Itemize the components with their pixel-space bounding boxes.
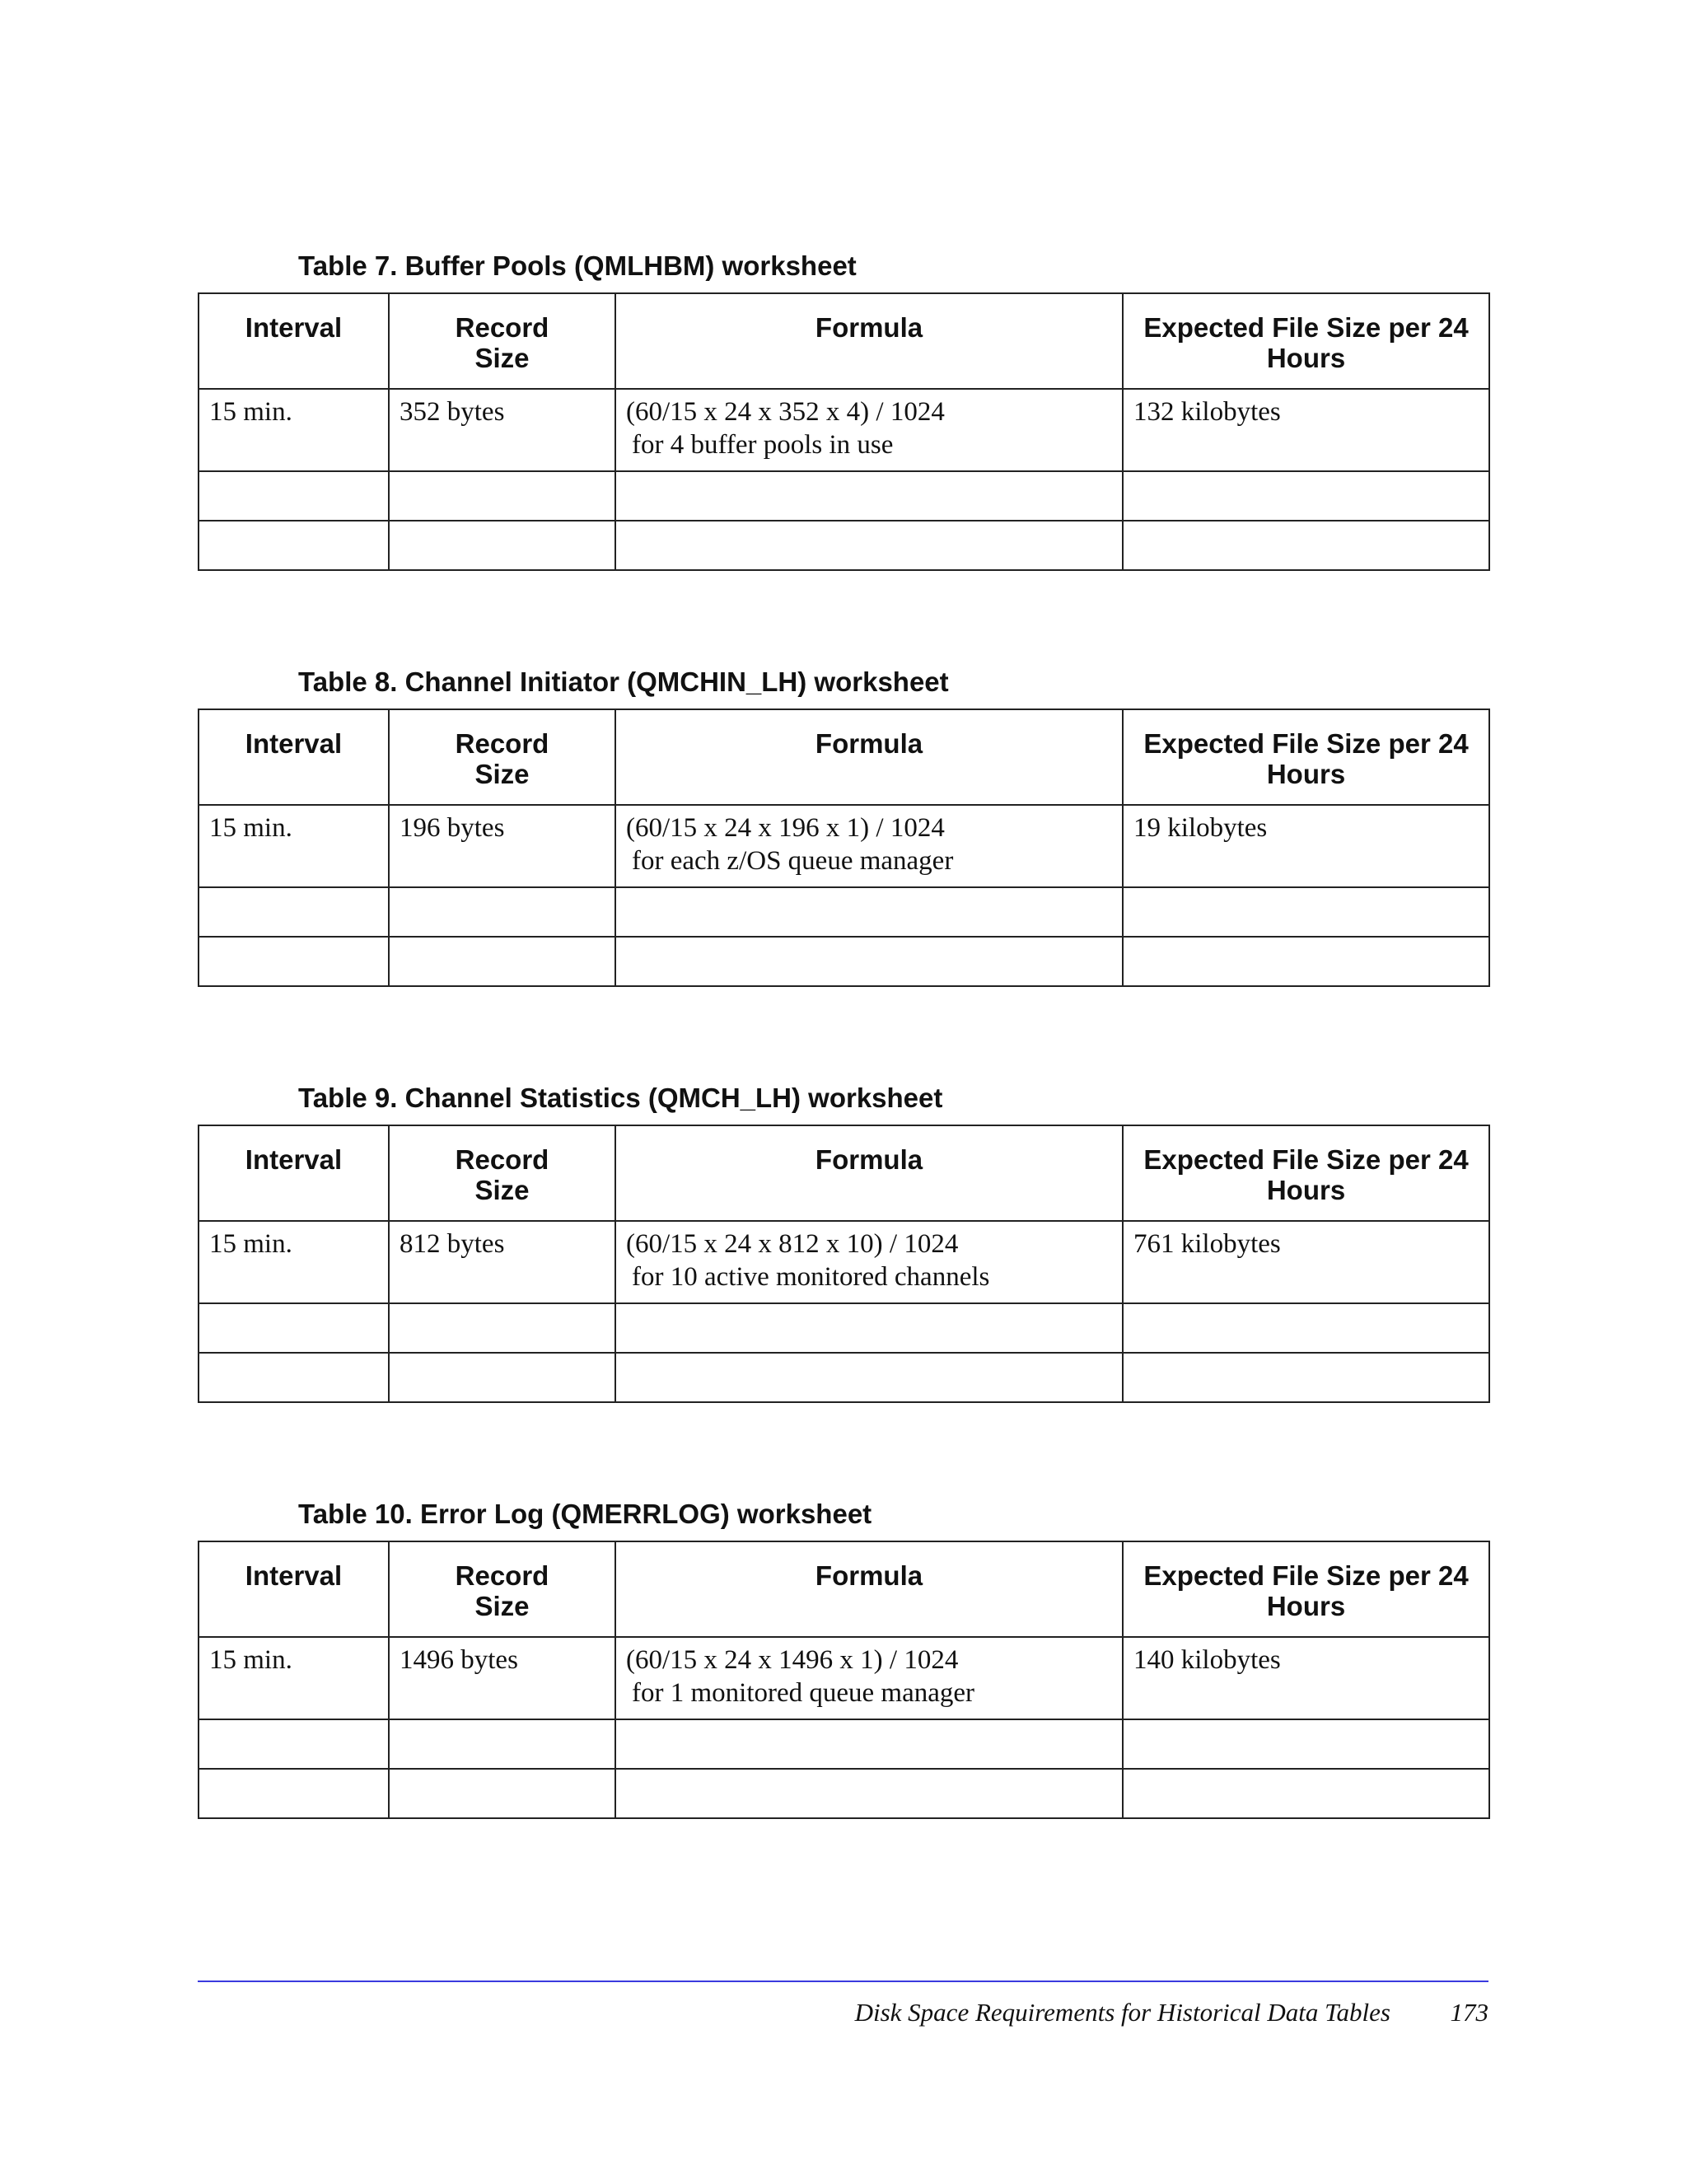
blank-cell — [1123, 1769, 1489, 1818]
table-row — [199, 1637, 1489, 1719]
blank-cell — [389, 1719, 615, 1769]
header-row — [199, 1541, 1489, 1637]
footer-rule — [198, 1981, 1488, 1982]
blank-cell — [615, 1303, 1123, 1353]
blank-cell — [1123, 1719, 1489, 1769]
blank-row — [199, 1353, 1489, 1402]
header-interval-label: Interval — [245, 1560, 343, 1591]
worksheet-table — [198, 709, 1490, 987]
formula-line2: for each z/OS queue manager — [632, 846, 954, 876]
header-formula-label: Formula — [815, 312, 923, 343]
blank-cell — [1123, 937, 1489, 986]
cell-interval: 15 min. — [199, 389, 389, 471]
footer-title: Disk Space Requirements for Historical Data Tables — [854, 1998, 1390, 2027]
header-expected-line2: Hours — [1266, 759, 1346, 789]
blank-cell — [199, 937, 389, 986]
blank-cell — [615, 1353, 1123, 1402]
table-caption: Table 8. Channel Initiator (QMCHIN_LH) worksheet — [298, 666, 949, 697]
page-number: 173 — [1450, 1998, 1488, 2027]
header-interval-label: Interval — [245, 728, 343, 759]
header-expected-size — [1123, 1125, 1489, 1221]
blank-cell — [199, 1769, 389, 1818]
cell-formula — [615, 1637, 1123, 1719]
header-formula — [615, 1541, 1123, 1637]
header-record-size-line1: Record — [455, 728, 549, 759]
table-row — [199, 805, 1489, 887]
blank-cell — [1123, 521, 1489, 570]
cell-formula — [615, 1221, 1123, 1303]
blank-row — [199, 1303, 1489, 1353]
cell-record-size: 1496 bytes — [389, 1637, 615, 1719]
formula-line2: for 1 monitored queue manager — [632, 1678, 975, 1708]
cell-expected-size: 140 kilobytes — [1123, 1637, 1489, 1719]
formula-line1: (60/15 x 24 x 1496 x 1) / 1024 — [626, 1645, 959, 1675]
cell-interval: 15 min. — [199, 1221, 389, 1303]
header-record-size — [389, 293, 615, 389]
blank-cell — [389, 887, 615, 937]
header-interval — [199, 709, 389, 805]
blank-cell — [389, 1769, 615, 1818]
blank-cell — [1123, 887, 1489, 937]
blank-cell — [615, 937, 1123, 986]
header-expected-line2: Hours — [1266, 1175, 1346, 1205]
table-row — [199, 389, 1489, 471]
header-expected-size — [1123, 293, 1489, 389]
header-expected-line1: Expected File Size per 24 — [1143, 728, 1469, 759]
header-expected-size — [1123, 709, 1489, 805]
header-expected-line1: Expected File Size per 24 — [1143, 1144, 1469, 1175]
header-formula-label: Formula — [815, 1144, 923, 1175]
blank-cell — [615, 1719, 1123, 1769]
blank-cell — [199, 1353, 389, 1402]
cell-interval: 15 min. — [199, 805, 389, 887]
header-record-size-line1: Record — [455, 1560, 549, 1591]
header-record-size-line2: Size — [474, 1591, 530, 1621]
blank-row — [199, 1719, 1489, 1769]
blank-cell — [615, 887, 1123, 937]
blank-cell — [389, 1353, 615, 1402]
cell-formula — [615, 805, 1123, 887]
cell-formula — [615, 389, 1123, 471]
header-formula-label: Formula — [815, 1560, 923, 1591]
header-record-size-line2: Size — [474, 759, 530, 789]
header-record-size-line2: Size — [474, 1175, 530, 1205]
blank-cell — [389, 471, 615, 521]
blank-cell — [389, 521, 615, 570]
cell-expected-size: 761 kilobytes — [1123, 1221, 1489, 1303]
header-formula-label: Formula — [815, 728, 923, 759]
header-row — [199, 1125, 1489, 1221]
table-caption: Table 10. Error Log (QMERRLOG) worksheet — [298, 1499, 872, 1529]
worksheet-table — [198, 1541, 1490, 1819]
cell-record-size: 812 bytes — [389, 1221, 615, 1303]
blank-cell — [199, 1719, 389, 1769]
header-interval — [199, 1541, 389, 1637]
cell-record-size: 196 bytes — [389, 805, 615, 887]
cell-expected-size: 132 kilobytes — [1123, 389, 1489, 471]
header-formula — [615, 709, 1123, 805]
header-row — [199, 709, 1489, 805]
worksheet-table — [198, 292, 1490, 571]
blank-cell — [615, 521, 1123, 570]
header-record-size-line2: Size — [474, 343, 530, 373]
blank-cell — [199, 471, 389, 521]
cell-record-size: 352 bytes — [389, 389, 615, 471]
header-interval-label: Interval — [245, 312, 343, 343]
cell-expected-size: 19 kilobytes — [1123, 805, 1489, 887]
header-interval — [199, 293, 389, 389]
formula-line1: (60/15 x 24 x 196 x 1) / 1024 — [626, 813, 945, 843]
header-record-size — [389, 1541, 615, 1637]
header-record-size-line1: Record — [455, 312, 549, 343]
table-caption: Table 7. Buffer Pools (QMLHBM) worksheet — [298, 250, 857, 281]
blank-row — [199, 521, 1489, 570]
blank-cell — [199, 521, 389, 570]
formula-line2: for 10 active monitored channels — [632, 1262, 990, 1292]
header-formula — [615, 1125, 1123, 1221]
header-record-size-line1: Record — [455, 1144, 549, 1175]
blank-cell — [1123, 471, 1489, 521]
header-row — [199, 293, 1489, 389]
blank-cell — [199, 1303, 389, 1353]
header-record-size — [389, 1125, 615, 1221]
blank-cell — [1123, 1353, 1489, 1402]
cell-interval: 15 min. — [199, 1637, 389, 1719]
blank-row — [199, 937, 1489, 986]
header-expected-line1: Expected File Size per 24 — [1143, 1560, 1469, 1591]
worksheet-table — [198, 1125, 1490, 1403]
header-expected-line2: Hours — [1266, 343, 1346, 373]
header-interval — [199, 1125, 389, 1221]
blank-cell — [389, 1303, 615, 1353]
blank-row — [199, 887, 1489, 937]
blank-cell — [615, 1769, 1123, 1818]
formula-line1: (60/15 x 24 x 352 x 4) / 1024 — [626, 397, 945, 427]
blank-cell — [199, 887, 389, 937]
formula-line1: (60/15 x 24 x 812 x 10) / 1024 — [626, 1229, 959, 1259]
blank-row — [199, 1769, 1489, 1818]
table-row — [199, 1221, 1489, 1303]
blank-cell — [389, 937, 615, 986]
table-caption: Table 9. Channel Statistics (QMCH_LH) worksheet — [298, 1083, 943, 1113]
blank-row — [199, 471, 1489, 521]
blank-cell — [615, 471, 1123, 521]
header-interval-label: Interval — [245, 1144, 343, 1175]
header-record-size — [389, 709, 615, 805]
header-expected-line1: Expected File Size per 24 — [1143, 312, 1469, 343]
header-expected-line2: Hours — [1266, 1591, 1346, 1621]
formula-line2: for 4 buffer pools in use — [632, 430, 894, 460]
blank-cell — [1123, 1303, 1489, 1353]
header-expected-size — [1123, 1541, 1489, 1637]
header-formula — [615, 293, 1123, 389]
